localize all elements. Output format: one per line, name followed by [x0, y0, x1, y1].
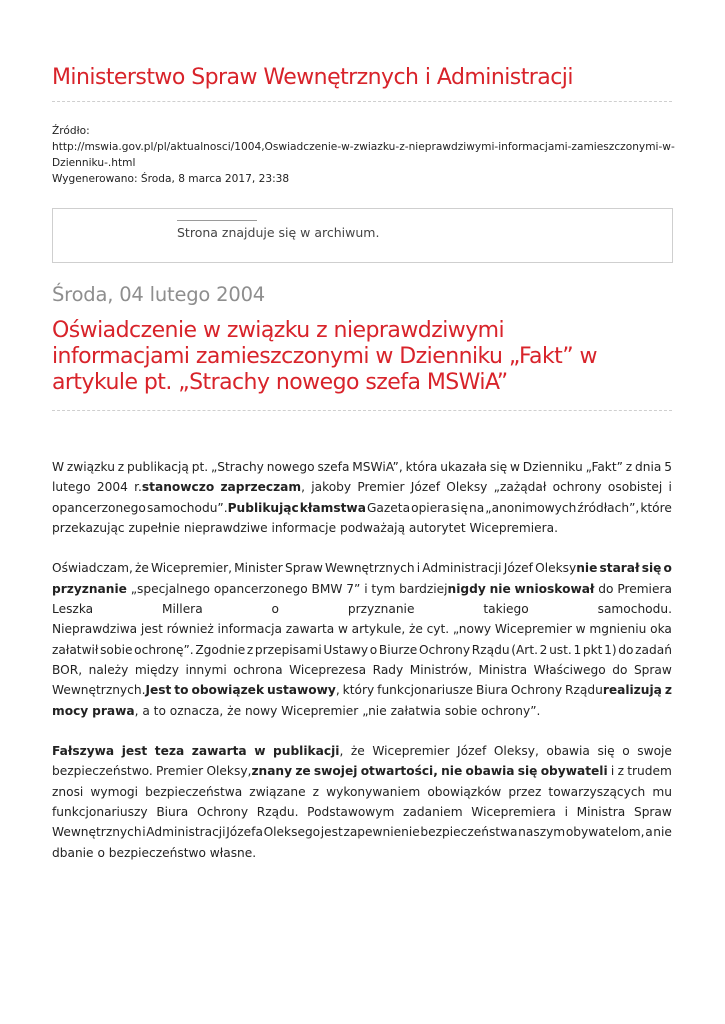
word: samochodu.	[597, 602, 672, 617]
word: publikacji,	[273, 744, 344, 759]
word: teza	[154, 744, 185, 759]
word: Minister	[234, 561, 283, 576]
word: i	[668, 480, 672, 495]
word: BOR,	[52, 662, 83, 677]
article-paragraph	[52, 558, 672, 720]
word: Wewnętrznych.Jest	[52, 683, 172, 698]
word: przez	[508, 784, 542, 799]
word: bezpieczeństwo.	[52, 764, 153, 779]
word: Ministrów,	[409, 662, 472, 677]
word: Józefa	[226, 825, 263, 840]
word: a	[142, 703, 150, 718]
article-date: Środa, 04 lutego 2004	[52, 283, 265, 306]
word: że	[350, 744, 365, 759]
paragraph-line	[52, 457, 672, 477]
word: się	[489, 460, 508, 474]
word: opancerzonego	[213, 581, 308, 596]
paragraph-line	[52, 802, 672, 822]
word: obowiązków	[427, 784, 502, 799]
word: osobistej	[607, 480, 663, 495]
word: „specjalnego	[130, 581, 210, 596]
word: jest	[140, 622, 163, 637]
article-title-line: Oświadczenie w związku z nieprawdziwymi	[52, 318, 505, 343]
word: się	[597, 744, 615, 759]
word: zaprzeczam,	[220, 480, 305, 495]
word: że	[409, 622, 423, 637]
word: zapewnienie	[343, 825, 420, 840]
word: informacje	[271, 520, 337, 535]
word: mu	[652, 784, 672, 799]
word: że	[134, 561, 149, 576]
word: 7”	[346, 581, 361, 596]
word: innymi	[185, 662, 227, 677]
paragraph-line	[52, 843, 672, 863]
word: Ochrony	[418, 642, 471, 657]
paragraph-line	[52, 498, 672, 518]
word: nie	[653, 825, 672, 840]
word: i	[564, 805, 568, 820]
word: znosi	[52, 784, 84, 799]
word: 2	[539, 642, 548, 657]
word: trudem	[627, 764, 672, 779]
paragraph-line	[52, 579, 672, 599]
word: w	[337, 622, 348, 637]
paragraph-line	[52, 761, 672, 781]
word: między	[134, 662, 179, 677]
word: ochrony	[552, 480, 602, 495]
word: zadaniem	[403, 805, 463, 820]
word: Wewnętrznych	[52, 825, 142, 840]
word: ustawowy,	[267, 683, 340, 698]
word: Premier	[357, 480, 405, 495]
word: przepisami	[254, 642, 322, 657]
word: przyznanie	[347, 602, 415, 617]
word: obawia	[465, 764, 515, 779]
word: Oleksynie	[535, 561, 598, 576]
word: „Strachy	[210, 460, 264, 474]
word: z	[117, 460, 125, 474]
word: tym	[371, 581, 396, 596]
word: Wiceprezesa	[289, 662, 367, 677]
word: związku	[66, 460, 115, 474]
word: do	[612, 662, 628, 677]
word: Leszka	[52, 602, 94, 617]
word: Właściwego	[533, 662, 606, 677]
archive-notice-text: Strona znajduje się w archiwum.	[177, 225, 380, 240]
word: BMW	[311, 581, 343, 596]
word: Gazeta	[366, 500, 411, 515]
word: Dzienniku	[522, 460, 583, 474]
word: informacja	[217, 622, 283, 637]
word: Wicepremiera.	[469, 520, 558, 535]
word: mocy	[52, 703, 89, 718]
word: dnia	[635, 460, 662, 474]
word: nie	[489, 581, 511, 596]
word: o	[369, 642, 378, 657]
paragraph-line	[52, 599, 672, 619]
word: 1)	[604, 642, 617, 657]
word: starał	[599, 561, 640, 576]
word: otwartości,	[360, 764, 438, 779]
word: bezpieczeństwa	[145, 784, 243, 799]
word: autorytet	[408, 520, 466, 535]
word: Wicepremier	[494, 622, 572, 637]
word: prawa,	[92, 703, 139, 718]
article-body	[52, 457, 672, 863]
word: Fałszywa	[52, 744, 115, 759]
word: obywateli	[540, 764, 608, 779]
word: należy	[88, 662, 129, 677]
word: do	[598, 581, 614, 596]
word: Wicepremiera	[471, 805, 556, 820]
paragraph-gap	[52, 721, 672, 741]
word: Oleksego	[263, 825, 321, 840]
word: cyt.	[426, 622, 450, 637]
word: w	[575, 622, 586, 637]
word: się	[517, 764, 538, 779]
article-title-line: artykule pt. „Strachy nowego szefa MSWiA”	[52, 370, 508, 395]
word: 1	[573, 642, 582, 657]
word: Podstawowym	[307, 805, 395, 820]
word: się	[641, 561, 662, 576]
word: wykonywaniem	[326, 784, 421, 799]
source-label: Źródło:	[52, 125, 90, 137]
article-paragraph	[52, 741, 672, 863]
word: załatwił	[52, 642, 99, 657]
word: obowiązek	[191, 683, 265, 698]
word: towarzyszących	[548, 784, 646, 799]
word: jest	[121, 744, 148, 759]
word: to	[174, 683, 189, 698]
word: Zgodnie	[195, 642, 246, 657]
word: Oleksy	[446, 480, 488, 495]
word: dbanie	[52, 845, 94, 860]
paragraph-line	[52, 680, 672, 700]
article-title	[52, 318, 692, 396]
word: nowy	[244, 703, 278, 718]
word: nieprawdziwe	[183, 520, 268, 535]
word: „nowy	[452, 622, 492, 637]
word: bezpieczeństwo	[108, 845, 206, 860]
word: który	[342, 683, 375, 698]
word: W	[52, 460, 65, 474]
word: szefa	[317, 460, 350, 474]
word: Nieprawdziwa	[52, 622, 138, 637]
word: zadań	[635, 642, 672, 657]
word: która	[405, 460, 438, 474]
word: Wicepremier	[281, 703, 359, 718]
word: Ustawy	[323, 642, 369, 657]
word: Spraw	[284, 561, 323, 576]
paragraph-line	[52, 619, 672, 639]
word: załatwia	[390, 703, 441, 718]
word: (Art.	[511, 642, 538, 657]
word: funkcjonariuszy	[52, 805, 148, 820]
word: wymogi	[90, 784, 139, 799]
word: Spraw	[633, 805, 672, 820]
word: o	[97, 845, 105, 860]
source-url-line-1[interactable]: http://mswia.gov.pl/pl/aktualnosci/1004,Oswiadczenie-w-zwiazku-z-nieprawdziwymi-informacjami-zamieszczonymi-w-	[52, 141, 675, 153]
source-info	[52, 123, 677, 187]
word: nie	[441, 764, 463, 779]
word: Oświadczam,	[52, 561, 133, 576]
article-paragraph	[52, 457, 672, 538]
word: obawia	[546, 744, 590, 759]
paragraph-line	[52, 558, 672, 578]
word: takiego	[483, 602, 529, 617]
word: 2004	[96, 480, 128, 495]
word: zawarta	[191, 744, 247, 759]
word: Oleksy,	[493, 744, 539, 759]
paragraph-line	[52, 640, 672, 660]
archive-notice-box	[52, 208, 673, 263]
archive-notice-rule	[177, 220, 257, 221]
word: Biura	[476, 683, 508, 698]
paragraph-line	[52, 741, 672, 761]
word: przekazując	[52, 520, 125, 535]
word: i	[142, 825, 146, 840]
word: opancerzonego	[52, 500, 146, 515]
word: samochodu”.Publikując	[146, 500, 299, 515]
word: przyznanie	[52, 581, 127, 596]
word: to	[153, 703, 166, 718]
paragraph-line	[52, 782, 672, 802]
word: Millera	[162, 602, 203, 617]
word: o	[271, 602, 280, 617]
word: z	[664, 683, 672, 698]
word: Józef	[410, 480, 441, 495]
word: w	[509, 460, 520, 474]
word: że	[227, 703, 242, 718]
word: sobie	[100, 642, 133, 657]
word: zawarta	[285, 622, 335, 637]
word: nowego	[266, 460, 315, 474]
word: Rady	[372, 662, 404, 677]
paragraph-line	[52, 518, 672, 538]
site-title: Ministerstwo Spraw Wewnętrznych i Administracji	[52, 65, 573, 90]
word: Wicepremier,	[151, 561, 233, 576]
source-url-line-2[interactable]: Dzienniku-.html	[52, 157, 136, 169]
word: Biura	[156, 805, 189, 820]
word: i	[416, 561, 421, 576]
word: związane	[249, 784, 306, 799]
word: funkcjonariusze	[377, 683, 474, 698]
word: Wewnętrznych	[325, 561, 415, 576]
word: Ministra	[478, 662, 528, 677]
word: zupełnie	[128, 520, 180, 535]
word: w	[254, 744, 266, 759]
word: „nie	[362, 703, 387, 718]
word: publikacją	[127, 460, 189, 474]
word: o	[663, 561, 672, 576]
word: się	[450, 500, 468, 515]
word: o	[622, 744, 630, 759]
word: również	[166, 622, 214, 637]
word: źródłach”,	[577, 500, 640, 515]
word: „Fakt”	[585, 460, 623, 474]
header-divider	[52, 101, 672, 102]
word: kłamstwa	[299, 500, 366, 515]
word: „anonimowych	[485, 500, 577, 515]
word: obywatelom,	[565, 825, 645, 840]
word: naszym	[518, 825, 566, 840]
word: swojej	[313, 764, 358, 779]
word: ust.	[549, 642, 572, 657]
word: i	[364, 581, 368, 596]
word: oznacza,	[169, 703, 224, 718]
word: Rządurealizują	[565, 683, 662, 698]
word: i	[610, 764, 615, 779]
word: pt.	[191, 460, 209, 474]
word: 5	[664, 460, 672, 474]
word: Józef	[503, 561, 533, 576]
word: lutego	[52, 480, 91, 495]
word: swoje	[637, 744, 672, 759]
word: Oleksy,znany	[206, 764, 293, 779]
word: z	[312, 784, 320, 799]
word: opiera	[411, 500, 450, 515]
paragraph-line	[52, 822, 672, 842]
word: r.stanowczo	[134, 480, 215, 495]
word: Administracji	[422, 561, 502, 576]
paragraph-line	[52, 477, 672, 497]
word: sobie	[444, 703, 478, 718]
word: Rządu	[471, 642, 510, 657]
word: z	[617, 764, 624, 779]
word: Biurze	[378, 642, 418, 657]
word: ukazała	[440, 460, 488, 474]
word: Spraw	[633, 662, 672, 677]
article-title-line: informacjami zamieszczonymi w Dzienniku „Fakt” w	[52, 344, 597, 369]
word: które	[640, 500, 672, 515]
generated-timestamp: Wygenerowano: Środa, 8 marca 2017, 23:38	[52, 173, 290, 185]
word: Administracji	[146, 825, 226, 840]
word: Ministra	[576, 805, 626, 820]
word: Premiera	[617, 581, 672, 596]
word: Ochrony	[196, 805, 249, 820]
word: MSWiA”,	[352, 460, 403, 474]
word: bezpieczeństwa	[420, 825, 518, 840]
word: Wicepremier	[372, 744, 450, 759]
word: „zażądał	[493, 480, 547, 495]
paragraph-line	[52, 660, 672, 680]
word: własne.	[209, 845, 257, 860]
word: do	[618, 642, 634, 657]
word: oka	[650, 622, 672, 637]
word: Premier	[156, 764, 204, 779]
word: ochronę”.	[134, 642, 194, 657]
word: jakoby	[311, 480, 352, 495]
word: wnioskował	[514, 581, 595, 596]
word: bardziejnigdy	[399, 581, 486, 596]
word: artykule,	[351, 622, 406, 637]
word: jest	[320, 825, 343, 840]
word: ze	[295, 764, 311, 779]
word: pkt	[582, 642, 603, 657]
word: ochrona	[233, 662, 283, 677]
word: podważają	[339, 520, 406, 535]
paragraph-line	[52, 701, 672, 721]
word: na	[469, 500, 485, 515]
word: a	[645, 825, 653, 840]
word: ochrony”.	[481, 703, 541, 718]
word: Ochrony	[510, 683, 563, 698]
paragraph-gap	[52, 538, 672, 558]
word: Rządu.	[256, 805, 299, 820]
word: z	[625, 460, 633, 474]
word: mgnieniu	[589, 622, 647, 637]
word: Józef	[457, 744, 487, 759]
title-divider	[52, 410, 672, 411]
word: z	[246, 642, 254, 657]
